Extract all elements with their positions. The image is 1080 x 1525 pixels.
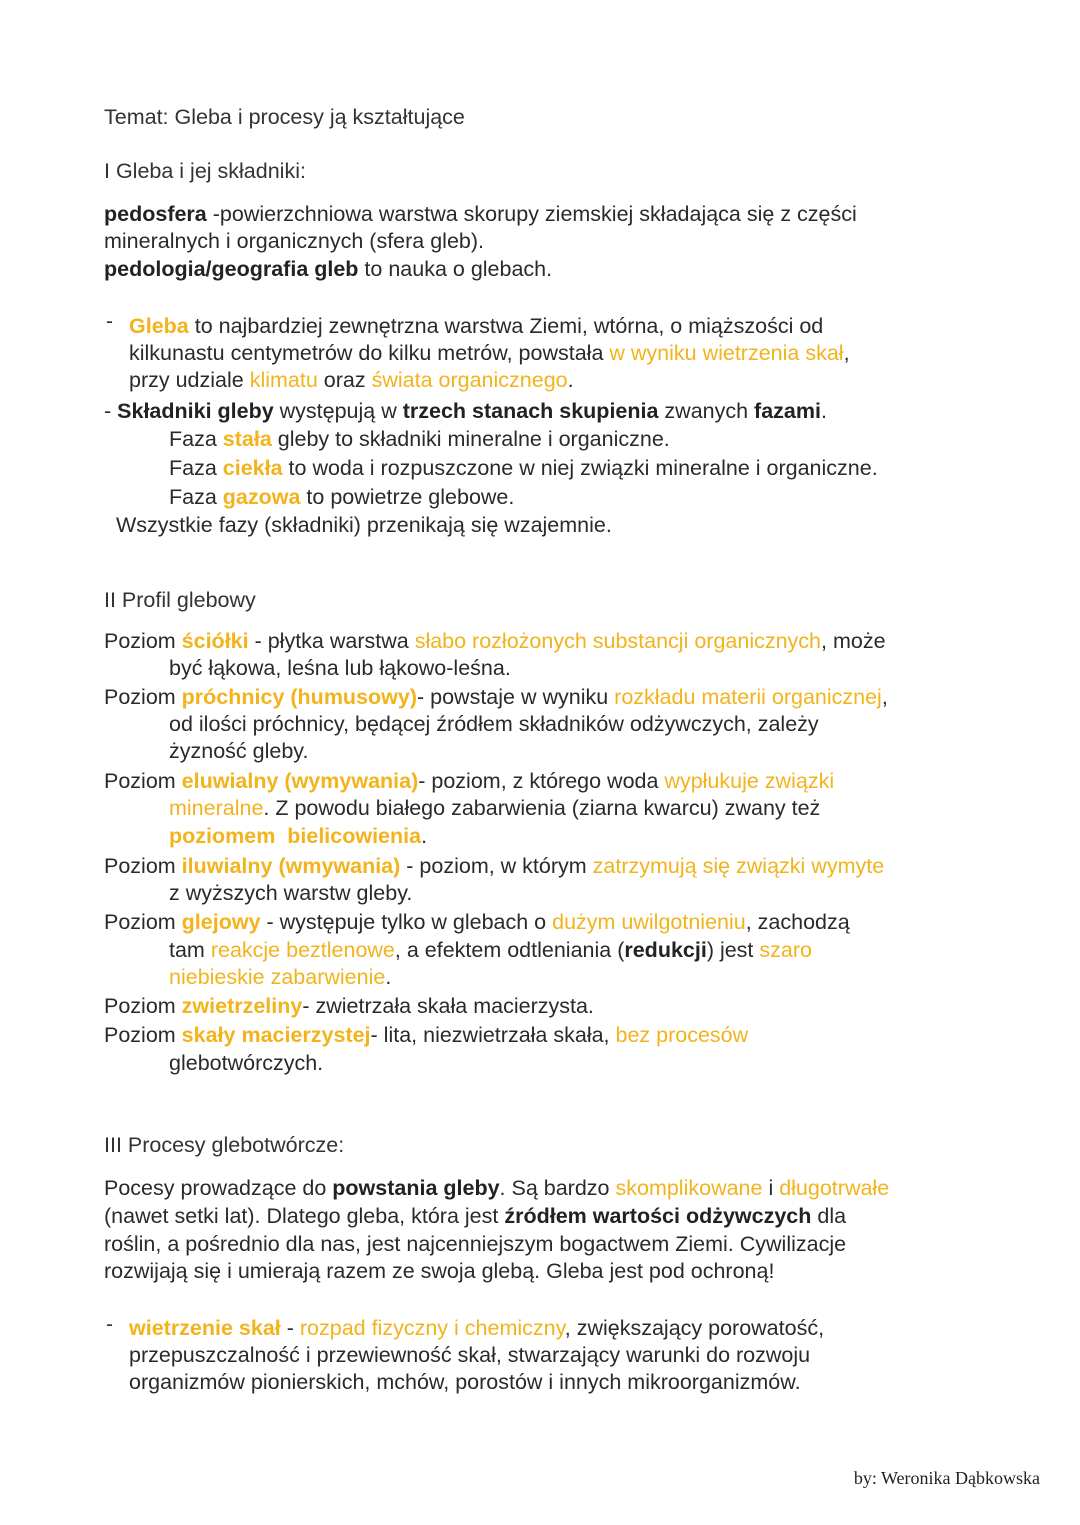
bullet-line xyxy=(129,1314,824,1342)
text: Poziom xyxy=(104,910,182,934)
text: i xyxy=(762,1176,780,1200)
text: (nawet setki lat). Dlatego gleba, która jest xyxy=(104,1204,505,1228)
highlight: iluwialny (wmywania) xyxy=(181,854,401,878)
highlight: reakcje beztlenowe xyxy=(210,938,395,962)
profile-line xyxy=(169,822,427,850)
text: . xyxy=(567,368,574,392)
bullet-dash: - xyxy=(106,310,113,333)
text: to nauka o glebach. xyxy=(358,257,553,281)
text: ) jest xyxy=(706,938,760,962)
highlight: bez procesów xyxy=(615,1023,749,1047)
profile-line: z wyższych warstw gleby. xyxy=(169,881,413,905)
term: Składniki gleby xyxy=(117,399,274,423)
phase-line xyxy=(169,454,878,482)
highlight: stała xyxy=(222,427,272,451)
profile-line: być łąkowa, leśna lub łąkowo-leśna. xyxy=(169,656,511,680)
page-title: Temat: Gleba i procesy ją kształtujące xyxy=(104,105,465,129)
text: -powierzchniowa warstwa skorupy ziemskiej składająca się z części xyxy=(206,202,857,226)
text: . xyxy=(820,399,827,423)
text: . Są bardzo xyxy=(499,1176,616,1200)
profile-line: glebotwórczych. xyxy=(169,1051,324,1075)
paragraph-line xyxy=(104,1202,846,1230)
profile-line xyxy=(104,767,834,795)
text: - płytka warstwa xyxy=(248,629,415,653)
profile-line: od ilości próchnicy, będącej źródłem składników odżywczych, zależy xyxy=(169,712,819,736)
text: Poziom xyxy=(104,994,182,1018)
highlight: szaro xyxy=(759,938,812,962)
highlight: wypłukuje związki xyxy=(664,769,835,793)
text: przy udziale xyxy=(129,368,250,392)
bullet-line xyxy=(129,312,823,340)
highlight: gazowa xyxy=(222,485,301,509)
highlight: długotrwałe xyxy=(779,1176,890,1200)
highlight: skały macierzystej xyxy=(181,1023,371,1047)
profile-line xyxy=(104,1021,748,1049)
text: Poziom xyxy=(104,1023,182,1047)
phase-line xyxy=(169,425,670,453)
bullet-line: przepuszczalność i przewiewność skał, stwarzający warunki do rozwoju xyxy=(129,1343,811,1367)
highlight: niebieskie zabarwienie xyxy=(169,965,386,989)
bullet-line xyxy=(104,397,827,425)
highlight: ciekła xyxy=(222,456,283,480)
paragraph-line xyxy=(104,1174,889,1202)
text: dla xyxy=(811,1204,847,1228)
text: . xyxy=(421,824,428,848)
text: Poziom xyxy=(104,769,182,793)
text: zwanych xyxy=(658,399,755,423)
text: - lita, niezwietrzała skała, xyxy=(370,1023,616,1047)
text: - zwietrzała skała macierzysta. xyxy=(302,994,594,1018)
text: Pocesy prowadzące do xyxy=(104,1176,333,1200)
highlight: skomplikowane xyxy=(615,1176,763,1200)
term: źródłem wartości odżywczych xyxy=(504,1204,812,1228)
highlight: w wyniku wietrzenia skał xyxy=(609,341,844,365)
profile-line xyxy=(104,908,850,936)
profile-line: żyzność gleby. xyxy=(169,739,309,763)
text: - poziom, w którym xyxy=(400,854,593,878)
text: - xyxy=(104,399,118,423)
text: gleby to składniki mineralne i organiczne. xyxy=(271,427,670,451)
profile-line xyxy=(104,992,594,1020)
term-pedosfera: pedosfera xyxy=(104,202,207,226)
text: , może xyxy=(821,629,886,653)
paragraph-line: mineralnych i organicznych (sfera gleb). xyxy=(104,229,484,253)
section-heading-3: III Procesy glebotwórcze: xyxy=(104,1133,345,1157)
highlight: słabo rozłożonych substancji organicznych xyxy=(414,629,822,653)
term: powstania gleby xyxy=(332,1176,500,1200)
paragraph-line xyxy=(104,255,552,283)
highlight: poziomem bielicowienia xyxy=(169,824,422,848)
text: Poziom xyxy=(104,629,182,653)
term: fazami xyxy=(754,399,821,423)
highlight: rozkładu materii organicznej xyxy=(614,685,882,709)
phase-line xyxy=(169,483,514,511)
text: - powstaje w wyniku xyxy=(417,685,615,709)
text: - występuje tylko w glebach o xyxy=(260,910,553,934)
bullet-line: organizmów pionierskich, mchów, porostów i innych mikroorganizmów. xyxy=(129,1370,801,1394)
author-signature: by: Weronika Dąbkowska xyxy=(853,1468,1040,1488)
text: . xyxy=(385,965,392,989)
text: - poziom, z którego woda xyxy=(418,769,665,793)
text: Faza xyxy=(169,456,223,480)
bullet-line xyxy=(129,366,574,394)
text: Poziom xyxy=(104,685,182,709)
highlight: ściółki xyxy=(181,629,249,653)
highlight: dużym uwilgotnieniu xyxy=(552,910,746,934)
term: redukcji xyxy=(624,938,707,962)
text: , xyxy=(843,341,850,365)
section-heading-1: I Gleba i jej składniki: xyxy=(104,159,306,183)
text: kilkunastu centymetrów do kilku metrów, powstała xyxy=(129,341,610,365)
term: trzech stanach skupienia xyxy=(402,399,659,423)
text: - xyxy=(280,1316,300,1340)
text: , zachodzą xyxy=(745,910,850,934)
paragraph-line xyxy=(104,200,857,228)
profile-line xyxy=(104,627,886,655)
text: to powietrze glebowe. xyxy=(300,485,515,509)
profile-line xyxy=(169,963,391,991)
text: Faza xyxy=(169,427,223,451)
highlight: wietrzenie skał xyxy=(129,1316,281,1340)
text: , zwiększający porowatość, xyxy=(564,1316,825,1340)
profile-line xyxy=(169,794,820,822)
highlight: mineralne xyxy=(169,796,264,820)
highlight: zatrzymują się związki wymyte xyxy=(592,854,885,878)
bullet-line xyxy=(129,339,850,367)
highlight: próchnicy (humusowy) xyxy=(181,685,417,709)
highlight: eluwialny (wymywania) xyxy=(181,769,419,793)
paragraph-line: roślin, a pośrednio dla nas, jest najcenniejszym bogactwem Ziemi. Cywilizacje xyxy=(104,1232,847,1256)
text: Poziom xyxy=(104,854,182,878)
term-gleba: Gleba xyxy=(129,314,189,338)
text: oraz xyxy=(317,368,372,392)
paragraph-line: Wszystkie fazy (składniki) przenikają się wzajemnie. xyxy=(116,513,612,537)
text: , xyxy=(881,685,888,709)
text: , a efektem odtleniania ( xyxy=(394,938,625,962)
profile-line xyxy=(104,683,888,711)
text: tam xyxy=(169,938,211,962)
highlight: klimatu xyxy=(249,368,318,392)
paragraph-line: rozwijają się i umierają razem ze swoja glebą. Gleba jest pod ochroną! xyxy=(104,1259,775,1283)
highlight: glejowy xyxy=(181,910,261,934)
profile-line xyxy=(104,852,884,880)
highlight: rozpad fizyczny i chemiczny xyxy=(299,1316,565,1340)
highlight: świata organicznego xyxy=(371,368,568,392)
text: to woda i rozpuszczone w niej związki mineralne i organiczne. xyxy=(282,456,878,480)
text: występują w xyxy=(273,399,403,423)
text: Faza xyxy=(169,485,223,509)
text: to najbardziej zewnętrzna warstwa Ziemi, wtórna, o miąższości od xyxy=(188,314,824,338)
highlight: zwietrzeliny xyxy=(181,994,303,1018)
section-heading-2: II Profil glebowy xyxy=(104,588,256,612)
text: . Z powodu białego zabarwienia (ziarna kwarcu) zwany też xyxy=(263,796,821,820)
profile-line xyxy=(169,936,812,964)
bullet-dash: - xyxy=(106,1313,113,1336)
term-pedologia: pedologia/geografia gleb xyxy=(104,257,359,281)
